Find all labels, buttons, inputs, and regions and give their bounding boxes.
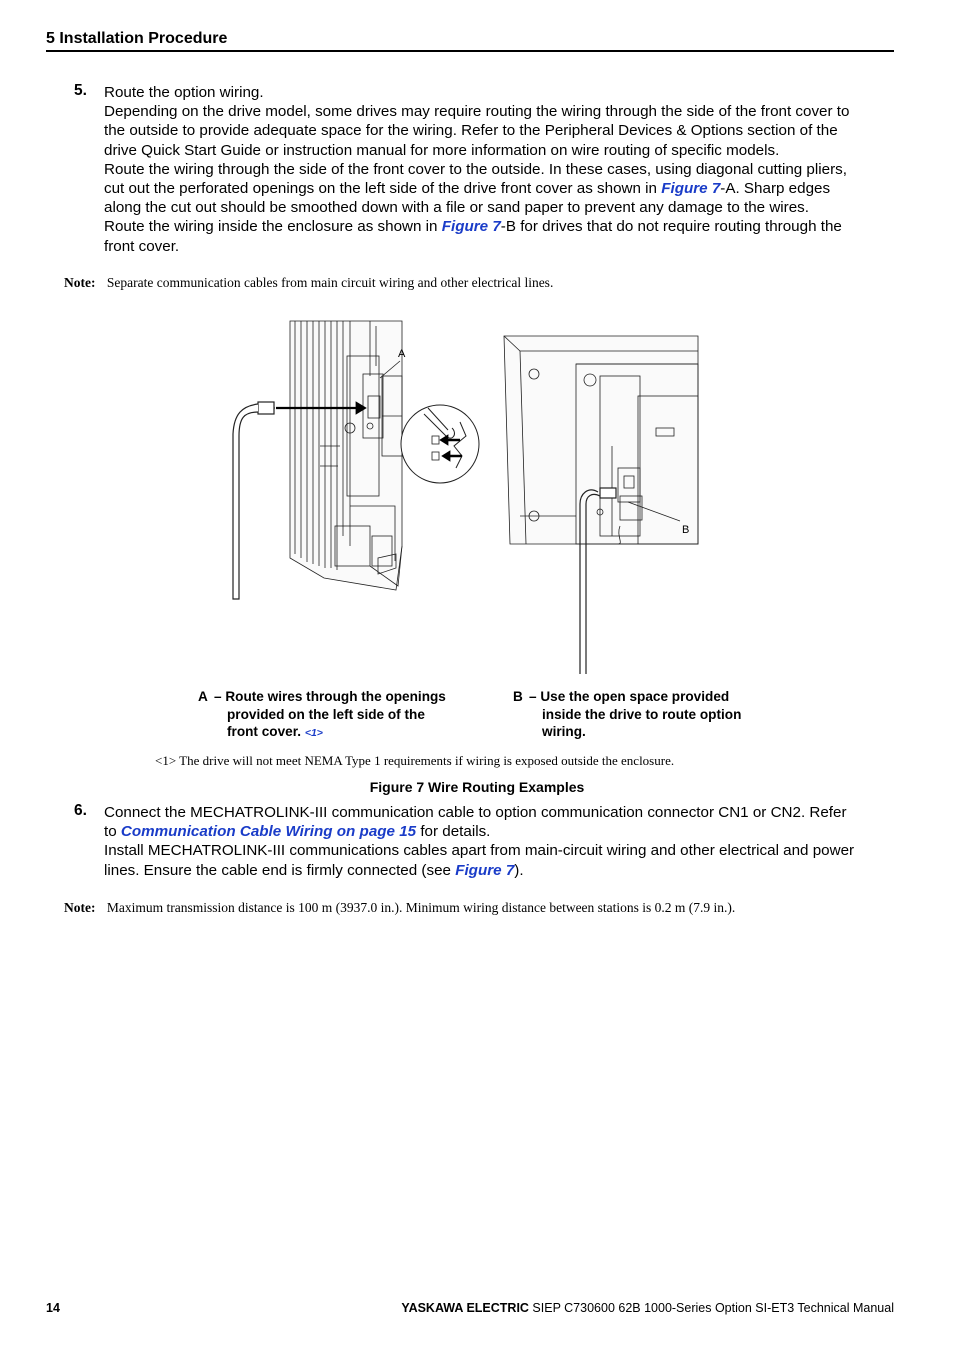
caption-a-line: provided on the left side of the [227, 706, 425, 722]
caption-b-key: B [513, 689, 523, 704]
note-text: Maximum transmission distance is 100 m (3937.0 in.). Minimum wiring distance between stations is 0.2 m (7.9 in.). [106, 900, 736, 915]
label-a: A [398, 348, 406, 360]
caption-b-line: wiring. [542, 724, 586, 739]
step-6-line: Connect the MECHATROLINK-III communication cable to option communication connector CN1 or CN2. Refer [104, 804, 847, 821]
step-6-number: 6. [74, 802, 87, 819]
step-6-line: lines. Ensure the cable end is firmly connected (see Figure 7). [104, 861, 524, 879]
step-5-number: 5. [74, 82, 87, 99]
caption-a-line: – Route wires through the openings [214, 689, 446, 704]
step-5-text [104, 83, 904, 256]
step-6-line: to Communication Cable Wiring on page 15 for details. [104, 823, 491, 841]
figure-7-link[interactable]: Figure 7 [455, 861, 515, 879]
figure-7-link[interactable]: Figure 7 [441, 218, 501, 236]
step-5-line: cut out the perforated openings on the left side of the drive front cover as shown in Figure 7-A. Sharp edges [104, 180, 831, 198]
step-6-line: Install MECHATROLINK-III communications cables apart from main-circuit wiring and other electrical and power [104, 842, 855, 860]
caption-a [214, 688, 474, 743]
drive-b-illustration [504, 336, 698, 544]
figure-7-link[interactable]: Figure 7 [661, 180, 721, 198]
footer-doc-title [401, 1301, 894, 1315]
section-header [46, 30, 894, 52]
step-5-line: drive Quick Start Guide or instruction manual for more information on wire routing of specific models. [104, 141, 780, 159]
step-5-line: front cover. [104, 237, 180, 255]
step-5-line: Route the wiring through the side of the front cover to the outside. In these cases, using diagonal cutting pliers, [104, 160, 847, 178]
cable-a [233, 402, 275, 599]
step-5-line: Route the wiring inside the enclosure as shown in Figure 7-B for drives that do not require routing through the [104, 218, 842, 236]
label-b: B [682, 524, 690, 536]
wire-routing-figure [220, 296, 720, 676]
step-5-line: along the cut out should be smoothed down with a file or sand paper to prevent any damage to the wires. [104, 199, 809, 217]
step-5-line: Depending on the drive model, some drives may require routing the wiring through the side of the front cover to [104, 103, 850, 121]
page-number: 14 [46, 1301, 60, 1315]
note-text: Separate communication cables from main circuit wiring and other electrical lines. [106, 275, 554, 290]
footer-brand: YASKAWA ELECTRIC [401, 1301, 529, 1315]
caption-b-line: – Use the open space provided [529, 689, 730, 704]
caption-b [529, 688, 789, 741]
figure-footnote: <1> The drive will not meet NEMA Type 1 requirements if wiring is exposed outside the enclosure. [155, 753, 675, 768]
step-5-line: Route the option wiring. [104, 84, 264, 101]
step-5-line: the outside to provide adequate space for the wiring. Refer to the Peripheral Devices & Options section of the [104, 122, 838, 140]
figure-title: Figure 7 Wire Routing Examples [369, 779, 585, 795]
caption-a-key: A [198, 689, 208, 704]
note-1 [64, 275, 553, 291]
caption-b-line: inside the drive to route option [542, 706, 742, 722]
section-title: 5 Installation Procedure [46, 30, 228, 47]
caption-a-line: front cover. <1> [227, 724, 323, 739]
zoom-circle [401, 405, 479, 483]
drive-a-illustration [290, 321, 402, 590]
note-label: Note: [64, 900, 96, 915]
note-2 [64, 900, 735, 916]
note-label: Note: [64, 275, 96, 290]
communication-cable-wiring-link[interactable]: Communication Cable Wiring on page 15 [120, 823, 417, 841]
footer-doc: SIEP C730600 62B 1000-Series Option SI-ET3 Technical Manual [528, 1301, 894, 1315]
step-6-text [104, 803, 904, 880]
footnote-ref-link[interactable]: <1> [304, 727, 323, 739]
